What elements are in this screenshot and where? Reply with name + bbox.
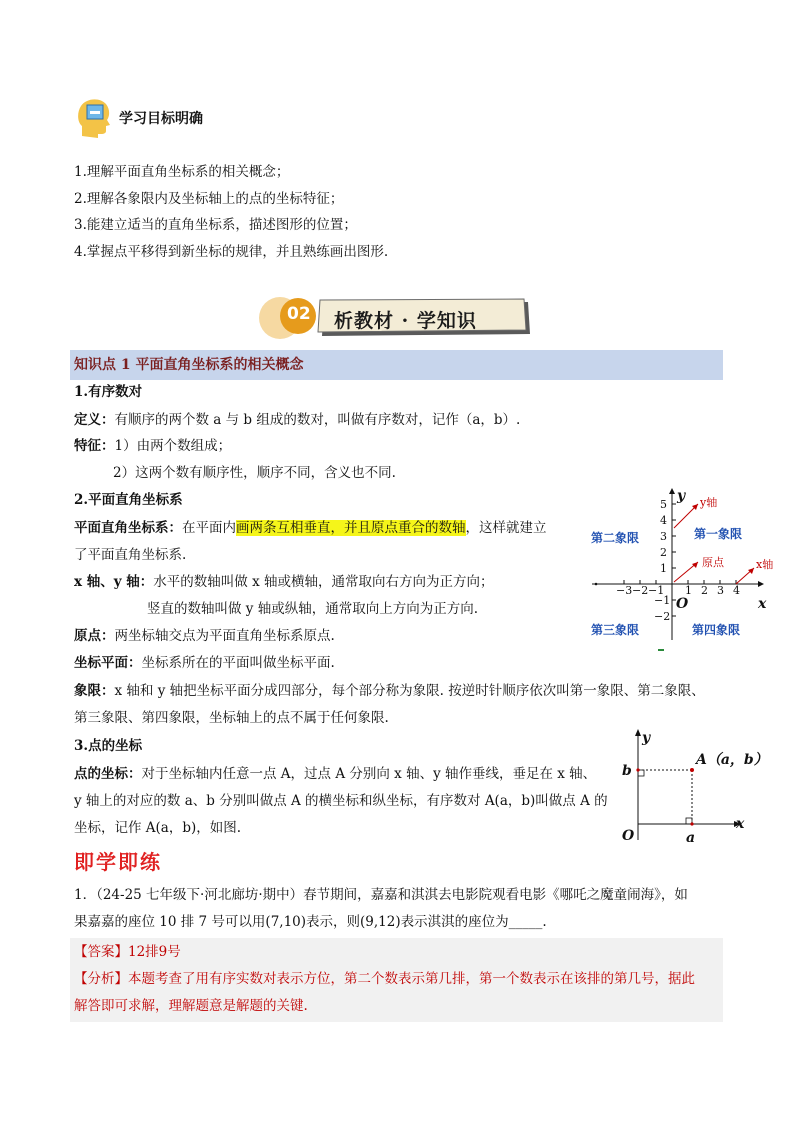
- coord-system-definition: [74, 518, 547, 538]
- x-tick-label: 1: [685, 584, 692, 597]
- quadrant-4-label: 第四象限: [692, 623, 741, 637]
- label: 原点：: [74, 628, 115, 644]
- x-letter: x: [736, 816, 745, 832]
- heading-coord-system: 2.平面直角坐标系: [74, 492, 183, 508]
- goal-item-4: 4.掌握点平移得到新坐标的规律，并且熟练画出图形.: [74, 244, 389, 260]
- section-title: 知识点 1 平面直角坐标系的相关概念: [74, 357, 304, 373]
- x-letter: x: [758, 596, 767, 612]
- analysis-text: 本题考查了用有序实数对表示方位，第二个数表示第几排，第一个数表示在该排的第几号，据此: [128, 971, 695, 987]
- analysis-line-2: 解答即可求解，理解题意是解题的关键.: [74, 998, 308, 1014]
- y-arrow-icon: [669, 488, 675, 494]
- banner-number: 02: [287, 304, 311, 324]
- goal-item-3: 3.能建立适当的直角坐标系，描述图形的位置；: [74, 217, 357, 233]
- coordinate-plane-figure: [586, 488, 786, 658]
- goal-item-1: 1.理解平面直角坐标系的相关概念；: [74, 164, 290, 180]
- label: 点的坐标：: [74, 766, 142, 782]
- point-a-label: A（a，b）: [696, 752, 768, 768]
- section-header: [70, 350, 723, 380]
- x-tick-label: −1: [648, 584, 665, 597]
- label: 定义：: [74, 412, 115, 428]
- y-letter: y: [677, 488, 686, 504]
- label: 平面直角坐标系：: [74, 520, 182, 536]
- text: 1）由两个数组成；: [114, 438, 232, 454]
- x-tick-label: −2: [632, 584, 649, 597]
- practice-title: 即学即练: [74, 850, 162, 874]
- point-coord-line-3: 坐标，记作 A(a，b)，如图.: [74, 820, 242, 836]
- banner-text: 析教材 · 学知识: [334, 310, 477, 332]
- label: 特征：: [74, 438, 115, 454]
- text: x 轴和 y 轴把坐标平面分成四部分，每个部分称为象限. 按逆时针顺序依次叫第一象限、第二象限、: [114, 683, 705, 699]
- question-line-1: 1．（24-25 七年级下·河北廊坊·期中）春节期间，嘉嘉和淇淇去电影院观看电影《哪吒之魔童闹海》，如: [74, 887, 688, 903]
- goal-item-2: 2.理解各象限内及坐标轴上的点的坐标特征；: [74, 191, 344, 207]
- ordered-pair-feature: [74, 436, 231, 456]
- analysis-line-1: [74, 969, 695, 989]
- text: 水平的数轴叫做 x 轴或横轴，通常取向右方向为正方向；: [153, 574, 494, 590]
- axes-line-2: 竖直的数轴叫做 y 轴或纵轴，通常取向上方向为正方向.: [147, 601, 478, 617]
- answer-line: [74, 942, 181, 962]
- head-icon: [76, 96, 112, 140]
- x-arrow-icon: [758, 581, 764, 587]
- b-label: b: [622, 763, 632, 779]
- point-coordinate-figure: [616, 728, 786, 848]
- quadrant-3-label: 第三象限: [591, 623, 640, 637]
- text: ，这样就建立: [465, 520, 547, 536]
- y-tick-label: −1: [654, 594, 671, 607]
- text: 两坐标轴交点为平面直角坐标系原点.: [114, 628, 335, 644]
- origin-line: [74, 626, 335, 646]
- ordered-pair-definition: [74, 410, 520, 430]
- label: 象限：: [74, 683, 115, 699]
- plane-line: [74, 653, 335, 673]
- axes-line-1: [74, 572, 494, 592]
- quadrant-line-2: 第三象限、第四象限，坐标轴上的点不属于任何象限.: [74, 710, 389, 726]
- label: 坐标平面：: [74, 655, 142, 671]
- a-dot: [690, 822, 693, 825]
- y-tick-label: −2: [654, 610, 671, 623]
- point-coord-line-2: y 轴上的对应的数 a、b 分别叫做点 A 的横坐标和纵坐标，有序数对 A(a，b)叫做点 A 的: [74, 793, 608, 809]
- text: 坐标系所在的平面叫做坐标平面.: [141, 655, 335, 671]
- y-tick-label: 2: [660, 546, 667, 559]
- text: 在平面内: [182, 520, 236, 536]
- origin-letter: O: [676, 596, 689, 612]
- point-coord-line-1: [74, 764, 596, 784]
- goals-title: 学习目标明确: [119, 111, 203, 127]
- y-axis-callout: y轴: [700, 496, 718, 509]
- origin-callout: 原点: [702, 556, 724, 569]
- quadrant-2-label: 第二象限: [591, 531, 640, 545]
- y-tick-label: 5: [660, 498, 667, 511]
- x-axis-callout: x轴: [756, 558, 774, 571]
- b-dot: [636, 768, 639, 771]
- chapter-banner: [258, 296, 534, 340]
- text: 有顺序的两个数 a 与 b 组成的数对，叫做有序数对，记作（a，b）.: [114, 412, 521, 428]
- x-tick-label: −3: [616, 584, 633, 597]
- left-dot: [595, 583, 598, 586]
- x-tick-label: 4: [733, 584, 740, 597]
- quadrant-line-1: [74, 681, 705, 701]
- quadrant-1-label: 第一象限: [694, 527, 743, 541]
- point-a-dot: [690, 768, 694, 772]
- text: 对于坐标轴内任意一点 A，过点 A 分别向 x 轴、y 轴作垂线，垂足在 x 轴、: [141, 766, 597, 782]
- label: x 轴、y 轴：: [74, 574, 154, 590]
- ordered-pair-feature-2: 2）这两个数有顺序性，顺序不同，含义也不同.: [113, 465, 396, 481]
- coord-system-definition-2: 了平面直角坐标系.: [74, 547, 187, 563]
- highlight: 画两条互相垂直，并且原点重合的数轴: [236, 520, 466, 536]
- y-letter: y: [642, 730, 651, 746]
- heading-ordered-pair: 1.有序数对: [74, 384, 143, 400]
- y-tick-label: 3: [660, 530, 667, 543]
- y-tick-label: 1: [660, 562, 667, 575]
- origin-callout-arrow-icon: [692, 562, 698, 568]
- origin-letter: O: [622, 828, 635, 844]
- answer-text: 12排9号: [128, 944, 181, 960]
- answer-label: 【答案】: [74, 944, 128, 960]
- heading-point-coord: 3.点的坐标: [74, 738, 143, 754]
- y-tick-label: 4: [660, 514, 667, 527]
- y-arrow-icon: [635, 729, 641, 736]
- question-line-2: 果嘉嘉的座位 10 排 7 号可以用(7,10)表示，则(9,12)表示淇淇的座位为_____.: [74, 914, 547, 930]
- x-tick-label: 3: [717, 584, 724, 597]
- analysis-label: 【分析】: [74, 971, 128, 987]
- x-tick-label: 2: [701, 584, 708, 597]
- a-label: a: [686, 830, 696, 846]
